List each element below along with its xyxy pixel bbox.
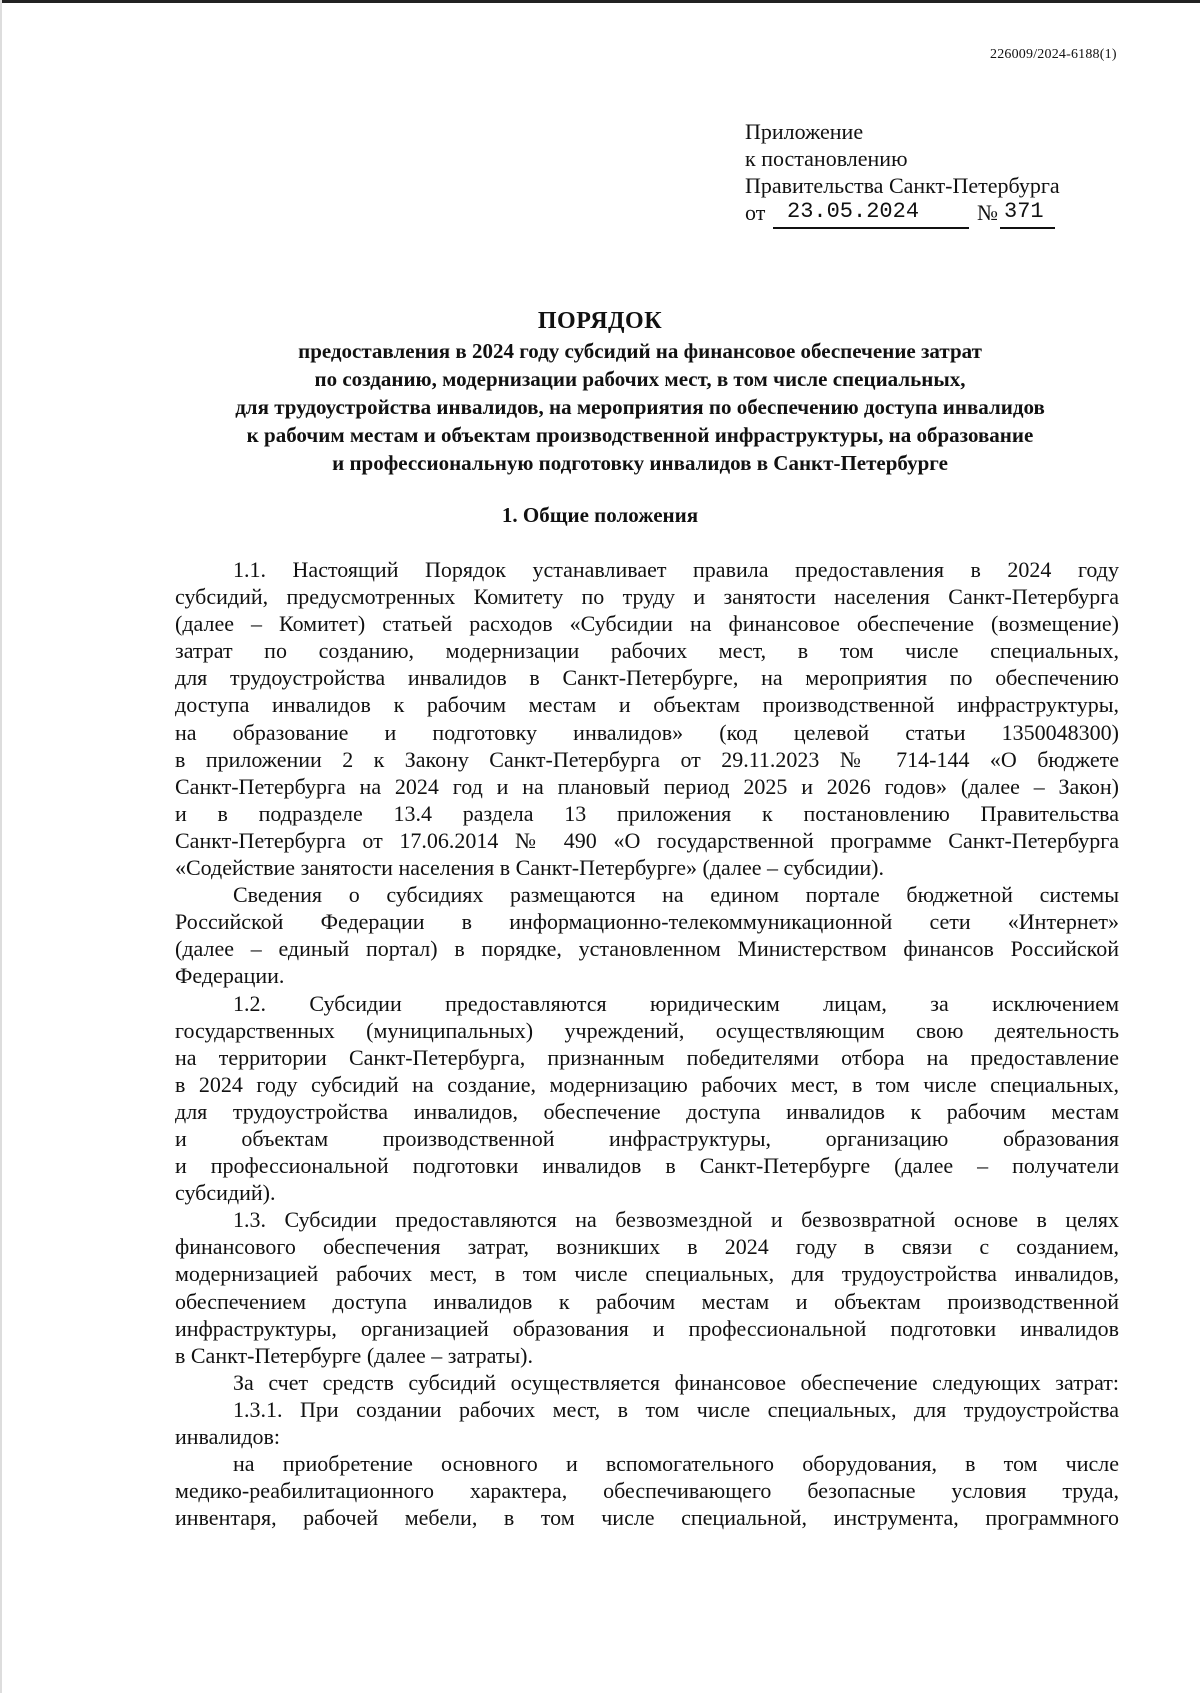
body-line: Санкт-Петербурга на 2024 год и на плановый период 2025 и 2026 годов» (далее – Закон) (175, 773, 1119, 799)
body-line: субсидий). (175, 1180, 276, 1206)
body-line: и профессиональной подготовки инвалидов в Санкт-Петербурге (далее – получатели (175, 1153, 1119, 1179)
left-border (0, 0, 2, 1693)
body-line: 1.3. Субсидии предоставляются на безвозмездной и безвозвратной основе в целях (233, 1207, 1119, 1233)
top-border (0, 0, 1200, 3)
body-line: на приобретение основного и вспомогательного оборудования, в том числе (233, 1451, 1119, 1477)
section-heading: 1. Общие положения (501, 503, 699, 527)
body-line: в приложении 2 к Закону Санкт-Петербурга от 29.11.2023 № 714-144 «О бюджете (175, 746, 1119, 772)
number-sign: № (977, 200, 998, 225)
appendix-line-1: Приложение (745, 119, 864, 144)
body-line: За счет средств субсидий осуществляется финансовое обеспечение следующих затрат: (233, 1369, 1119, 1395)
subtitle-line: предоставления в 2024 году субсидий на финансовое обеспечение затрат (298, 339, 982, 363)
body-line: доступа инвалидов к рабочим местам и объектам производственной инфраструктуры, (175, 692, 1119, 718)
appendix-date-row (745, 199, 1165, 229)
body-line: в Санкт-Петербурге (далее – затраты). (175, 1342, 533, 1368)
appendix-line-2: к постановлению (745, 146, 908, 171)
date-underline (773, 227, 969, 229)
body-line: финансового обеспечения затрат, возникших в 2024 году в связи с созданием, (175, 1234, 1119, 1260)
body-line: на образование и подготовку инвалидов» (код целевой статьи 1350048300) (175, 719, 1119, 745)
subtitle-line: к рабочим местам и объектам производственной инфраструктуры, на образование (246, 423, 1034, 447)
body-line: инфраструктуры, организацией образования и профессиональной подготовки инвалидов (175, 1315, 1119, 1341)
body-line: и в подразделе 13.4 раздела 13 приложения к постановлению Правительства (175, 800, 1119, 826)
appendix-line-3: Правительства Санкт-Петербурга (745, 173, 1060, 198)
body-line: для трудоустройства инвалидов, обеспечение доступа инвалидов к рабочим местам (175, 1098, 1119, 1124)
body-line: и объектам производственной инфраструктуры, организацию образования (175, 1125, 1119, 1151)
body-line: 1.2. Субсидии предоставляются юридическим лицам, за исключением (233, 990, 1119, 1016)
body-line: 1.3.1. При создании рабочих мест, в том числе специальных, для трудоустройства (233, 1396, 1119, 1422)
body-line: (далее – Комитет) статьей расходов «Субсидии на финансовое обеспечение (возмещение) (175, 611, 1119, 637)
body-line: обеспечением доступа инвалидов к рабочим местам и объектам производственной (175, 1288, 1119, 1314)
decree-date: 23.05.2024 (787, 199, 920, 224)
body-text (175, 556, 1119, 1531)
date-prefix: от (745, 200, 766, 225)
decree-number: 371 (1004, 199, 1044, 224)
body-line: (далее – единый портал) в порядке, установленном Министерством финансов Российской (175, 936, 1119, 962)
body-line: 1.1. Настоящий Порядок устанавливает правила предоставления в 2024 году (233, 557, 1119, 582)
body-line: медико-реабилитационного характера, обеспечивающего безопасные условия труда, (175, 1478, 1119, 1504)
subtitle-line: по созданию, модернизации рабочих мест, в том числе специальных, (314, 367, 966, 391)
document-title: ПОРЯДОК (537, 308, 663, 334)
document-subtitle (140, 337, 1140, 477)
subtitle-line: и профессиональную подготовку инвалидов в Санкт-Петербурге (332, 451, 948, 475)
body-line: Сведения о субсидиях размещаются на едином портале бюджетной системы (233, 882, 1119, 908)
body-line: модернизацией рабочих мест, в том числе специальных, для трудоустройства инвалидов, (175, 1261, 1119, 1287)
body-line: Санкт-Петербурга от 17.06.2014 № 490 «О государственной программе Санкт-Петербурга (175, 827, 1119, 853)
subtitle-line: для трудоустройства инвалидов, на мероприятия по обеспечению доступа инвалидов (235, 395, 1045, 419)
body-line: затрат по созданию, модернизации рабочих мест, в том числе специальных, (175, 638, 1119, 664)
body-line: инвентаря, рабочей мебели, в том числе специальной, инструмента, программного (175, 1505, 1119, 1531)
body-line: для трудоустройства инвалидов в Санкт-Петербурге, на мероприятия по обеспечению (175, 665, 1119, 691)
body-line: инвалидов: (175, 1424, 281, 1449)
body-line: на территории Санкт-Петербурга, признанным победителями отбора на предоставление (175, 1044, 1119, 1070)
appendix-block (745, 118, 1165, 229)
body-line: в 2024 году субсидий на создание, модернизацию рабочих мест, в том числе специальных, (175, 1071, 1119, 1097)
body-line: Федерации. (175, 963, 285, 989)
body-line: государственных (муниципальных) учреждений, осуществляющим свою деятельность (175, 1017, 1119, 1043)
number-underline (1000, 227, 1055, 229)
body-line: «Содействие занятости населения в Санкт-Петербурге» (далее – субсидии). (175, 855, 884, 881)
document-number: 226009/2024-6188(1) (990, 47, 1117, 62)
body-line: субсидий, предусмотренных Комитету по труду и занятости населения Санкт-Петербурга (175, 584, 1119, 610)
body-line: Российской Федерации в информационно-телекоммуникационной сети «Интернет» (175, 909, 1119, 935)
